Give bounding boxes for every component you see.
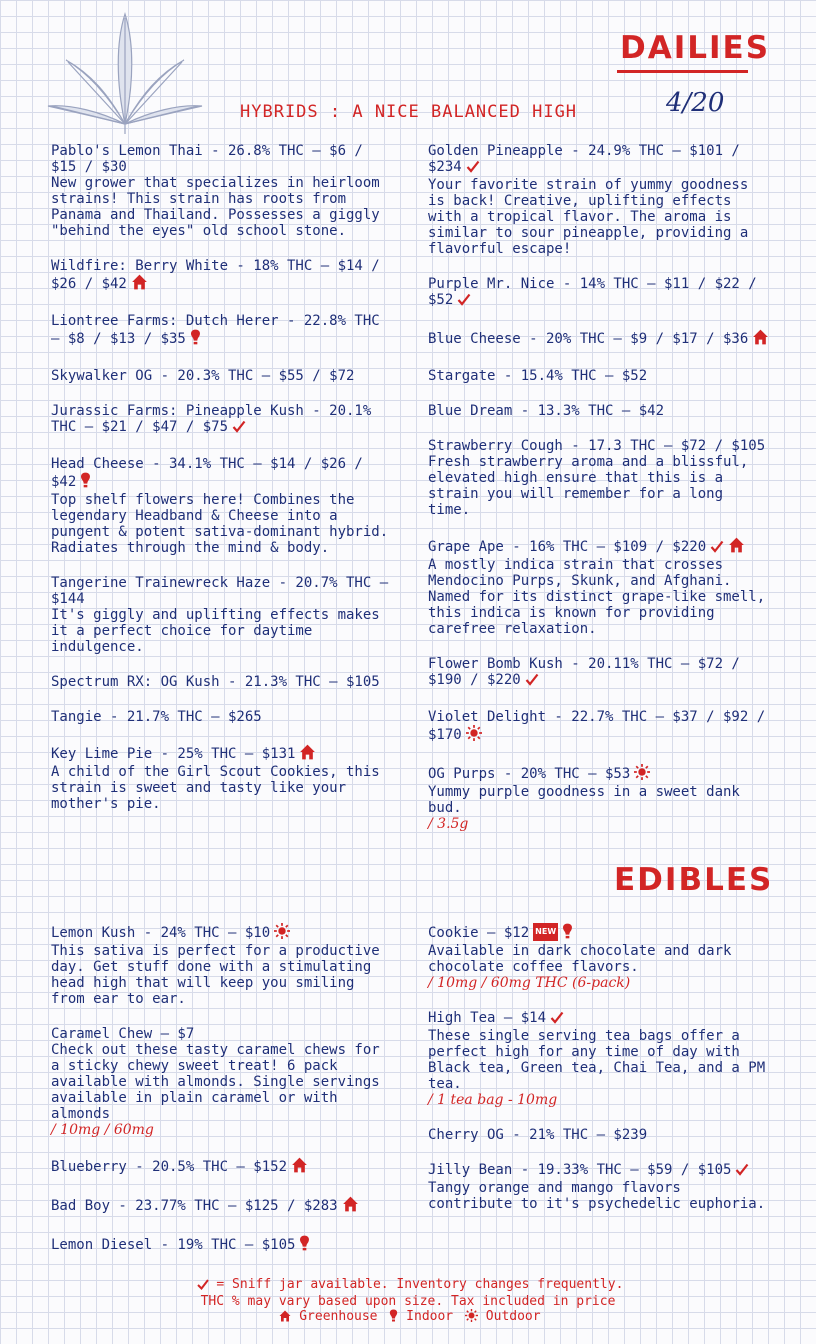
menu-item-description: These single serving tea bags offer a perfect high for any time of day with Black tea, Green tea, Chai Tea, and a PM tea. xyxy=(428,1028,766,1092)
menu-item-title-text: Pablo's Lemon Thai - 26.8% THC — $6 / $15 / $30 xyxy=(51,143,363,175)
menu-item-title-text: Bad Boy - 23.77% THC — $125 / $283 xyxy=(51,1198,338,1214)
edibles-title: EDIBLES xyxy=(614,862,774,898)
indoor-icon xyxy=(299,1235,310,1255)
menu-item-title-text: Spectrum RX: OG Kush - 21.3% THC — $105 xyxy=(51,674,380,690)
outdoor-icon xyxy=(634,764,650,784)
menu-item-title xyxy=(428,1010,773,1028)
menu-item-description: Fresh strawberry aroma and a blissful, elevated high ensure that this is a strain you will remember for a long time. xyxy=(428,454,749,518)
menu-item-title xyxy=(428,329,773,349)
greenhouse-icon xyxy=(291,1157,308,1177)
sniff-icon xyxy=(197,1279,209,1294)
menu-item-title xyxy=(51,1026,396,1042)
menu-item xyxy=(428,537,773,637)
outdoor-icon xyxy=(465,1309,478,1326)
greenhouse-icon xyxy=(279,1310,291,1326)
menu-date: 4/20 xyxy=(666,88,725,118)
legend xyxy=(0,1277,816,1326)
menu-item-title-text: Head Cheese - 34.1% THC — $14 / $26 / $42 xyxy=(51,456,363,490)
menu-item-title xyxy=(428,276,773,310)
menu-item xyxy=(51,1235,396,1255)
menu-item-description: Tangy orange and mango flavors contribute to it's psychedelic euphoria. xyxy=(428,1180,766,1212)
dailies-left-column xyxy=(51,143,396,831)
menu-item xyxy=(51,143,396,239)
outdoor-icon xyxy=(274,923,290,943)
cannabis-leaf-icon xyxy=(46,12,204,138)
menu-item-title-text: Cherry OG - 21% THC — $239 xyxy=(428,1127,648,1143)
menu-item-title-text: OG Purps - 20% THC — $53 xyxy=(428,766,631,782)
menu-item-title-text: Blue Dream - 13.3% THC — $42 xyxy=(428,403,665,419)
menu-item-title xyxy=(51,258,396,294)
menu-item-title-text: Violet Delight - 22.7% THC — $37 / $92 / $170 xyxy=(428,709,766,743)
menu-item-title xyxy=(51,143,396,175)
menu-item-title xyxy=(51,403,396,437)
menu-item-title-text: Jilly Bean - 19.33% THC — $59 / $105 xyxy=(428,1162,732,1178)
menu-item-title-text: Lemon Kush - 24% THC — $10 xyxy=(51,925,271,941)
menu-item-title-text: High Tea — $14 xyxy=(428,1010,547,1026)
menu-item xyxy=(51,674,396,690)
menu-item-title xyxy=(428,1127,773,1143)
sniff-icon xyxy=(525,673,539,690)
greenhouse-icon xyxy=(131,274,148,294)
indoor-icon xyxy=(389,1309,398,1326)
sniff-icon xyxy=(232,420,246,437)
menu-item xyxy=(51,744,396,812)
menu-item-title-text: Lemon Diesel - 19% THC — $105 xyxy=(51,1237,296,1253)
menu-item-title-text: Blue Cheese - 20% THC — $9 / $17 / $36 xyxy=(428,331,749,347)
indoor-icon xyxy=(80,472,91,492)
menu-item-title-text: Skywalker OG - 20.3% THC — $55 / $72 xyxy=(51,368,355,384)
menu-item xyxy=(428,329,773,349)
menu-item xyxy=(51,1026,396,1138)
menu-item-title xyxy=(428,143,773,177)
outdoor-icon xyxy=(466,725,482,745)
menu-item xyxy=(51,258,396,294)
menu-item xyxy=(428,709,773,745)
menu-item-title xyxy=(51,313,396,349)
menu-item-description: A child of the Girl Scout Cookies, this strain is sweet and tasty like your mother's pie. xyxy=(51,764,380,812)
menu-item xyxy=(428,438,773,518)
menu-item xyxy=(428,1162,773,1212)
new-badge: NEW xyxy=(533,923,558,941)
menu-item xyxy=(51,1157,396,1177)
menu-item-note: / 10mg / 60mg xyxy=(51,1122,154,1138)
menu-item-title-text: Grape Ape - 16% THC — $109 / $220 xyxy=(428,539,707,555)
menu-item-note: / 3.5g xyxy=(428,816,469,832)
legend-line-2: THC % may vary based upon size. Tax included in price xyxy=(200,1294,616,1309)
menu-item xyxy=(428,1127,773,1143)
menu-item-title-text: Wildfire: Berry White - 18% THC — $14 / $26 / $42 xyxy=(51,258,380,292)
sniff-icon xyxy=(735,1163,749,1180)
menu-item-title xyxy=(428,403,773,419)
section-heading: HYBRIDS : A NICE BALANCED HIGH xyxy=(240,102,578,122)
greenhouse-icon xyxy=(728,537,745,557)
menu-item-title-text: Liontree Farms: Dutch Herer - 22.8% THC — $8 / $13 / $35 xyxy=(51,313,380,347)
greenhouse-icon xyxy=(752,329,769,349)
menu-item-title xyxy=(428,656,773,690)
menu-item-title xyxy=(428,537,773,557)
greenhouse-icon xyxy=(342,1196,359,1216)
menu-item-description: Top shelf flowers here! Combines the legendary Headband & Cheese into a pungent & potent sativa-dominant hybrid. Radiates through the mind & body. xyxy=(51,492,389,556)
menu-item-title xyxy=(51,1157,396,1177)
menu-item xyxy=(51,313,396,349)
menu-item-description: This sativa is perfect for a productive day. Get stuff done with a stimulating head high that will keep you smiling from ear to ear. xyxy=(51,943,380,1007)
legend-outdoor: Outdoor xyxy=(485,1309,541,1324)
menu-item-title xyxy=(51,456,396,492)
sniff-icon xyxy=(457,293,471,310)
menu-item xyxy=(428,276,773,310)
menu-item-title xyxy=(51,674,396,690)
legend-line-1: = Sniff jar available. Inventory changes frequently. xyxy=(216,1277,624,1292)
menu-item-description: New grower that specializes in heirloom strains! This strain has roots from Panama and Thailand. Possesses a giggly "behind the eyes" old school stone. xyxy=(51,175,380,239)
menu-item-title-text: Strawberry Cough - 17.3 THC — $72 / $105 xyxy=(428,438,766,454)
menu-item-note: / 1 tea bag - 10mg xyxy=(428,1092,558,1108)
menu-item-title-text: Key Lime Pie - 25% THC — $131 xyxy=(51,746,296,762)
menu-item-title xyxy=(428,709,773,745)
menu-item xyxy=(428,1010,773,1108)
indoor-icon xyxy=(562,923,573,943)
menu-item-title xyxy=(428,438,773,454)
menu-item-description: Your favorite strain of yummy goodness is back! Creative, uplifting effects with a tropical flavor. The aroma is similar to sour pineapple, providing a flavorful escape! xyxy=(428,177,749,257)
menu-item-description: Check out these tasty caramel chews for a sticky chewy sweet treat! 6 pack available with almonds. Single servings available in plain caramel or with almonds xyxy=(51,1042,380,1122)
menu-item xyxy=(428,764,773,832)
menu-item xyxy=(51,923,396,1007)
menu-item-title-text: Tangerine Trainewreck Haze - 20.7% THC — $144 xyxy=(51,575,389,607)
menu-item-description: It's giggly and uplifting effects makes it a perfect choice for daytime indulgence. xyxy=(51,607,380,655)
menu-item-description: A mostly indica strain that crosses Mendocino Purps, Skunk, and Afghani. Named for its distinct grape-like smell, this indica is known for providing carefree relaxation. xyxy=(428,557,766,637)
menu-item-title xyxy=(51,575,396,607)
menu-item-description: Available in dark chocolate and dark chocolate coffee flavors. xyxy=(428,943,732,975)
menu-item xyxy=(51,575,396,655)
menu-item-title xyxy=(51,923,396,943)
menu-item xyxy=(428,403,773,419)
menu-item-title xyxy=(428,1162,773,1180)
menu-item xyxy=(51,1196,396,1216)
menu-item xyxy=(428,368,773,384)
menu-item-title xyxy=(51,744,396,764)
menu-item-title-text: Golden Pineapple - 24.9% THC — $101 / $234 xyxy=(428,143,740,175)
legend-greenhouse: Greenhouse xyxy=(299,1309,378,1324)
menu-item-title xyxy=(51,1196,396,1216)
menu-item-title-text: Purple Mr. Nice - 14% THC — $11 / $22 / $52 xyxy=(428,276,757,308)
menu-item xyxy=(51,403,396,437)
menu-item-title-text: Tangie - 21.7% THC — $265 xyxy=(51,709,262,725)
menu-item-note: / 10mg / 60mg THC (6-pack) xyxy=(428,975,631,991)
menu-item-title-text: Flower Bomb Kush - 20.11% THC — $72 / $190 / $220 xyxy=(428,656,740,688)
edibles-left-column xyxy=(51,923,396,1274)
page-title: DAILIES xyxy=(620,30,771,66)
menu-item-title xyxy=(428,764,773,784)
menu-item-title xyxy=(51,709,396,725)
dailies-right-column xyxy=(428,143,773,851)
menu-item xyxy=(428,656,773,690)
menu-item-title-text: Blueberry - 20.5% THC — $152 xyxy=(51,1159,288,1175)
menu-item-title xyxy=(428,923,773,943)
menu-item xyxy=(428,143,773,257)
menu-item-description: Yummy purple goodness in a sweet dank bud. xyxy=(428,784,740,816)
menu-item xyxy=(51,709,396,725)
sniff-icon xyxy=(710,540,724,557)
menu-item-title-text: Caramel Chew — $7 xyxy=(51,1026,195,1042)
greenhouse-icon xyxy=(299,744,316,764)
menu-item-title-text: Jurassic Farms: Pineapple Kush - 20.1% THC — $21 / $47 / $75 xyxy=(51,403,372,435)
menu-item-title xyxy=(51,368,396,384)
sniff-icon xyxy=(466,160,480,177)
title-underline xyxy=(617,70,748,73)
menu-item-title xyxy=(428,368,773,384)
legend-indoor: Indoor xyxy=(406,1309,454,1324)
menu-item xyxy=(428,923,773,991)
menu-item xyxy=(51,456,396,556)
indoor-icon xyxy=(190,329,201,349)
menu-item-title-text: Stargate - 15.4% THC — $52 xyxy=(428,368,648,384)
edibles-right-column xyxy=(428,923,773,1231)
menu-item-title xyxy=(51,1235,396,1255)
menu-item xyxy=(51,368,396,384)
sniff-icon xyxy=(550,1011,564,1028)
menu-item-title-text: Cookie — $12 xyxy=(428,925,530,941)
